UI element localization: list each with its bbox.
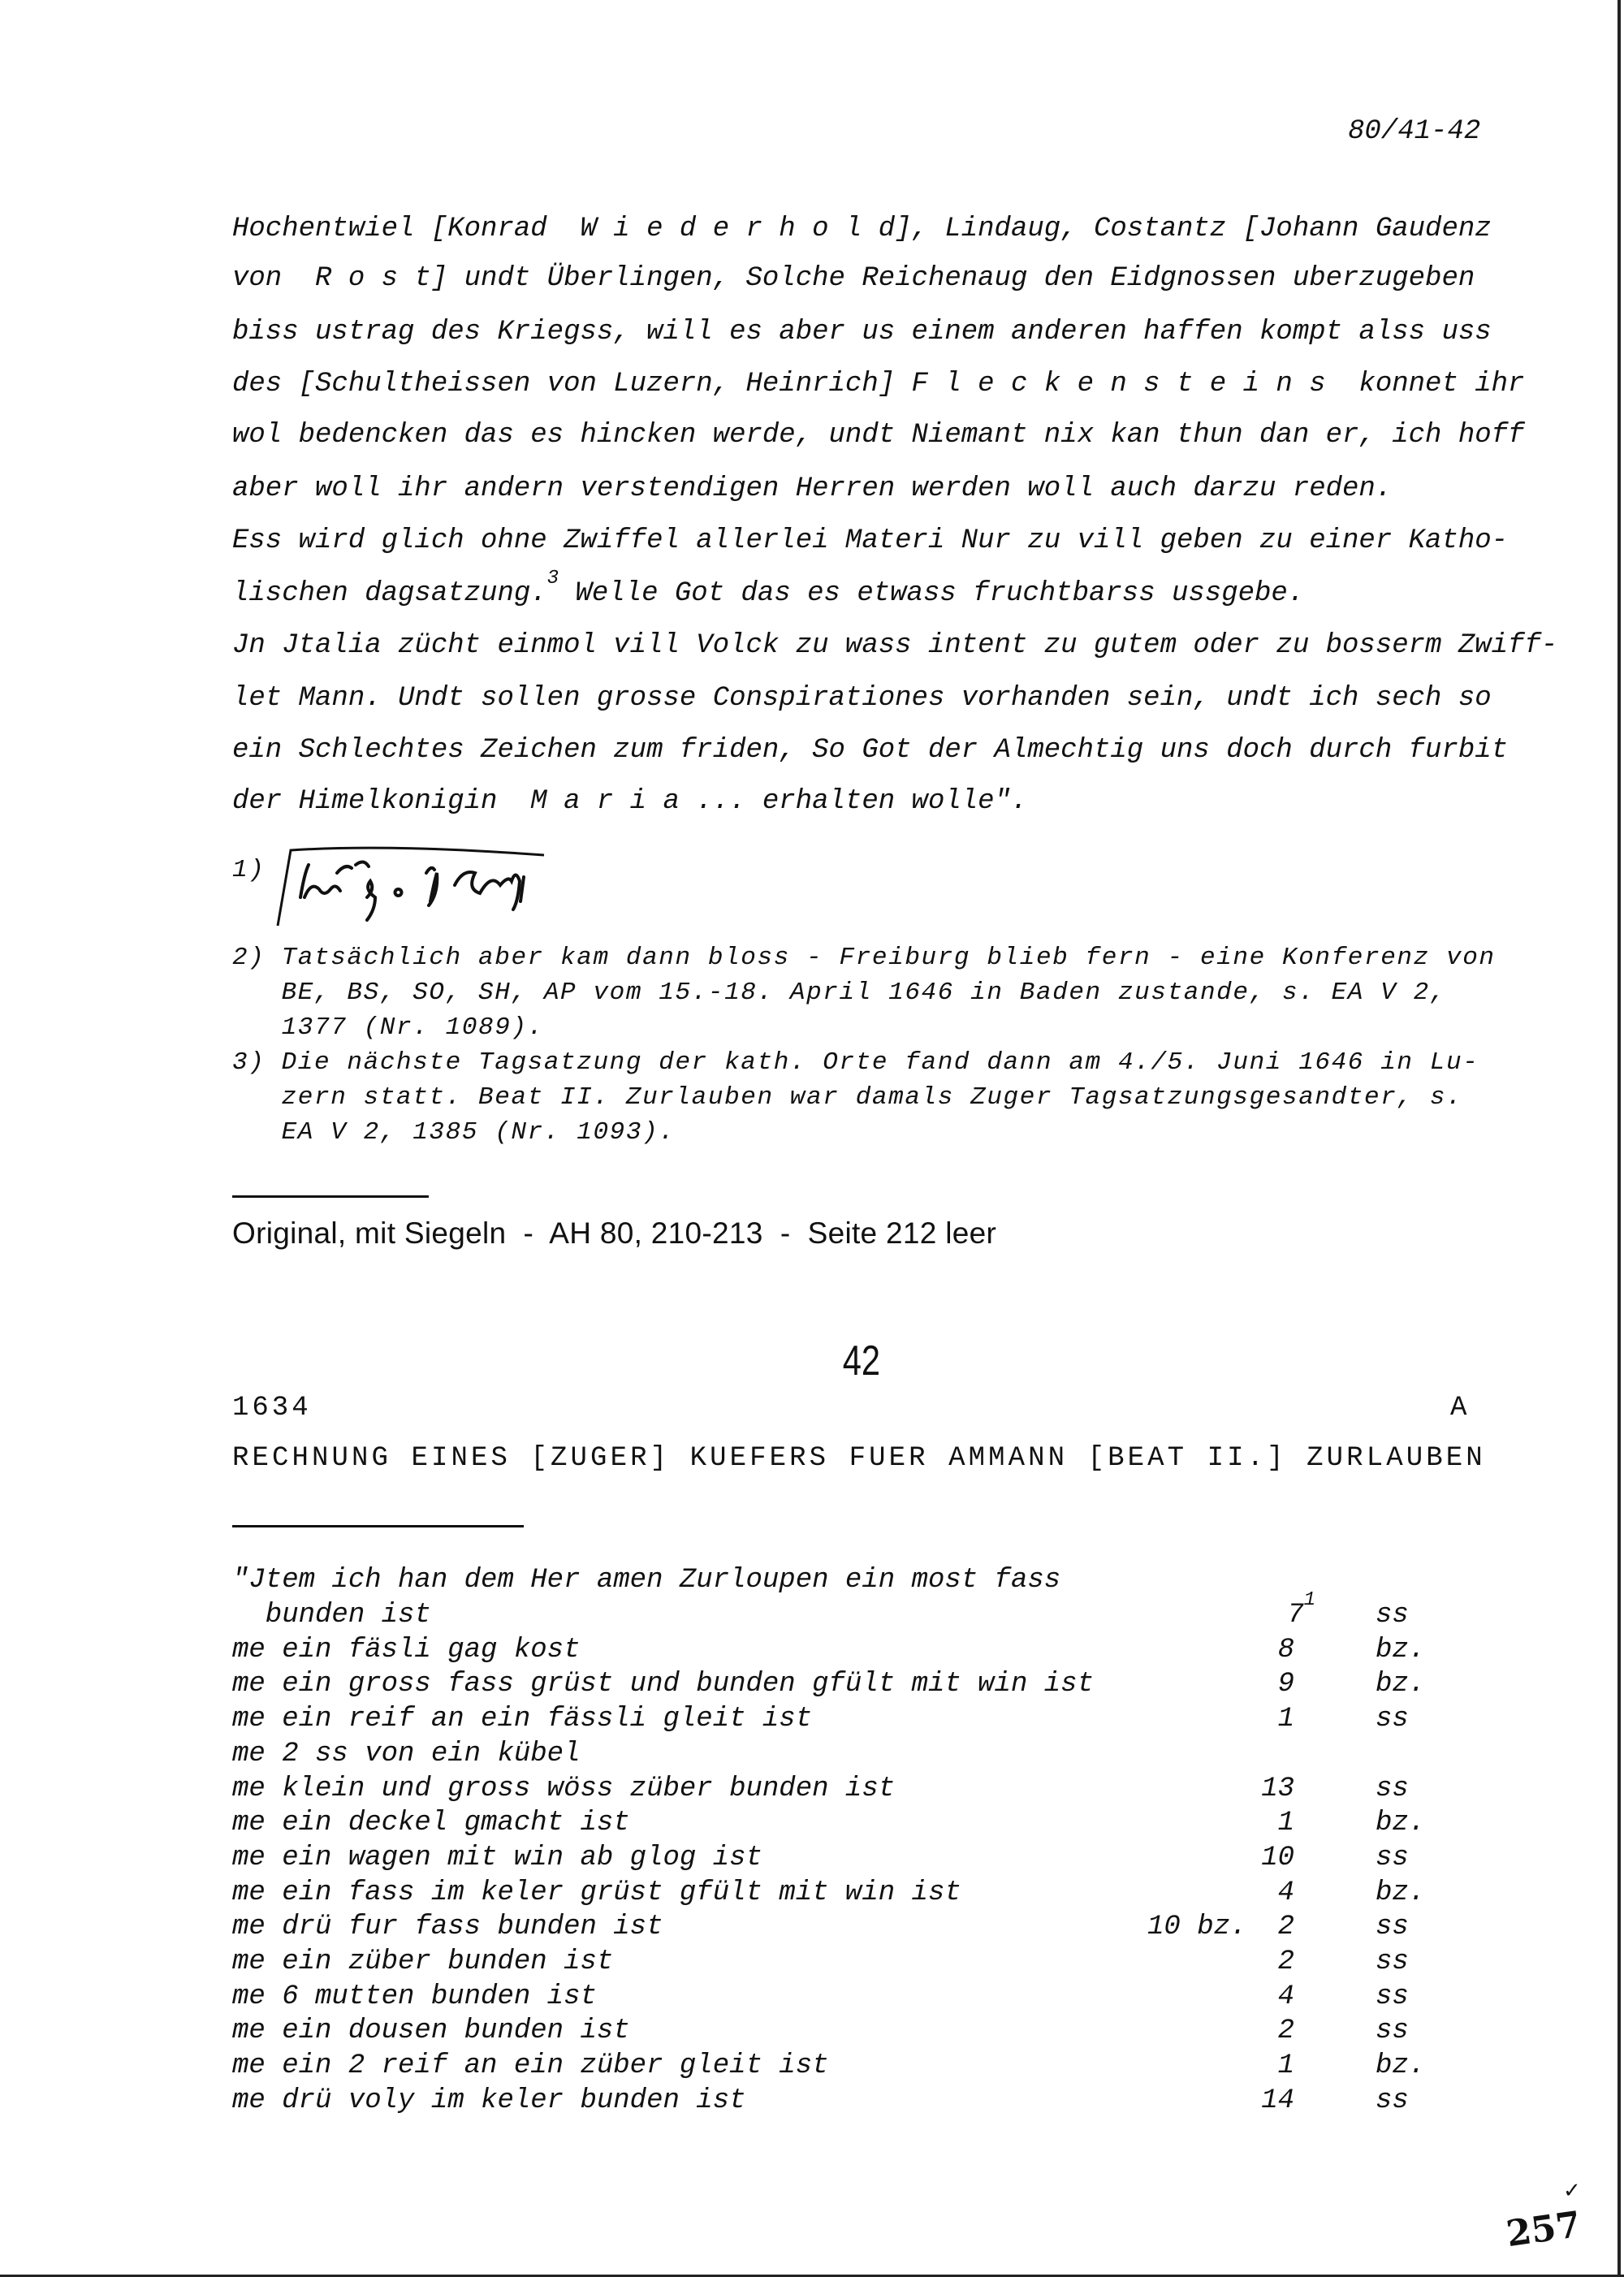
letter-line: von R o s t] undt Überlingen, Solche Reichenaug den Eidgnossen uberzugeben	[232, 263, 1475, 294]
check-mark-icon: ✓	[1563, 2179, 1581, 2203]
row-amount: 2	[1277, 1912, 1294, 1943]
row-amount	[1197, 1589, 1315, 1631]
page-reference: 80/41-42	[1348, 116, 1481, 147]
row-unit: ss	[1376, 2085, 1409, 2116]
footnote-line: 1377 (Nr. 1089).	[232, 1013, 544, 1042]
row-amount: 2	[1277, 1946, 1294, 1977]
document-number: 42	[842, 1337, 881, 1385]
row-description: me ein reif an ein fässli gleit ist	[232, 1704, 813, 1735]
row-amount: 1	[1277, 2050, 1294, 2082]
row-description: me ein deckel gmacht ist	[232, 1808, 630, 1839]
row-unit: ss	[1376, 1912, 1409, 1943]
letter-line: der Himelkonigin M a r i a ... erhalten wolle".	[232, 786, 1028, 817]
row-unit: ss	[1376, 1773, 1409, 1804]
row-amount: 8	[1277, 1634, 1294, 1666]
row-description: me ein fäsli gag kost	[232, 1634, 581, 1666]
folio-stamp: 257	[1503, 2203, 1583, 2256]
row-unit: ss	[1376, 1981, 1409, 2012]
handwritten-signature	[268, 840, 568, 930]
footnote-line: 2) Tatsächlich aber kam dann bloss - Freiburg blieb fern - eine Konferenz von	[232, 944, 1496, 972]
letter-line: biss ustrag des Kriegss, will es aber us einem anderen haffen kompt alss uss	[232, 317, 1492, 348]
row-description: me ein züber bunden ist	[232, 1946, 614, 1977]
letter-line: des [Schultheissen von Luzern, Heinrich] F l e c k e n s t e i n s konnet ihr	[232, 369, 1525, 400]
amount-value: 7	[1287, 1600, 1304, 1631]
row-amount: 10	[1261, 1842, 1294, 1873]
row-description: me ein fass im keler grüst gfült mit win ist	[232, 1877, 961, 1908]
row-description: me drü fur fass bunden ist	[232, 1912, 663, 1943]
row-amount: 1	[1277, 1704, 1294, 1735]
letter-line-part: Welle Got das es etwass fruchtbarss ussgebe.	[559, 578, 1305, 609]
row-unit: ss	[1376, 1946, 1409, 1977]
scan-edge	[1618, 0, 1621, 2277]
row-amount: 2	[1277, 2016, 1294, 2047]
row-unit: bz.	[1376, 1808, 1426, 1839]
row-amount: 1	[1277, 1808, 1294, 1839]
footnote-line: 3) Die nächste Tagsatzung der kath. Orte fand dann am 4./5. Juni 1646 in Lu-	[232, 1048, 1479, 1077]
row-description: me ein dousen bunden ist	[232, 2016, 630, 2047]
row-description: bunden ist	[232, 1600, 431, 1631]
row-description: me ein gross fass grüst und bunden gfült mit win ist	[232, 1669, 1094, 1700]
footnote-line: EA V 2, 1385 (Nr. 1093).	[232, 1118, 676, 1147]
divider-rule	[232, 1195, 429, 1198]
footnote-1-label: 1)	[232, 856, 266, 884]
row-unit: ss	[1376, 1704, 1409, 1735]
row-description: me 2 ss von ein kübel	[232, 1738, 581, 1769]
divider-rule	[232, 1525, 524, 1527]
letter-line: wol bedencken das es hincken werde, undt Niemant nix kan thun dan er, ich hoff	[232, 420, 1525, 451]
row-amount: 13	[1261, 1773, 1294, 1804]
row-amount: 4	[1277, 1981, 1294, 2012]
row-amount: 4	[1277, 1877, 1294, 1908]
letter-line-part: lischen dagsatzung.	[232, 578, 547, 609]
letter-line: let Mann. Undt sollen grosse Conspirationes vorhanden sein, undt ich sech so	[232, 683, 1492, 714]
row-unit: bz.	[1376, 1634, 1426, 1666]
row-unit: bz.	[1376, 1877, 1426, 1908]
row-extra-amount: 10 bz.	[1147, 1912, 1247, 1943]
row-unit: ss	[1376, 2016, 1409, 2047]
document-year: 1634	[232, 1393, 312, 1424]
row-description: me klein und gross wöss züber bunden ist	[232, 1773, 896, 1804]
letter-line: aber woll ihr andern verstendigen Herren werden woll auch darzu reden.	[232, 473, 1393, 504]
row-description: me 6 mutten bunden ist	[232, 1981, 597, 2012]
letter-line	[232, 568, 1305, 610]
row-unit: ss	[1376, 1600, 1409, 1631]
row-description: me ein 2 reif an ein züber gleit ist	[232, 2050, 829, 2082]
row-unit: bz.	[1376, 1669, 1426, 1700]
row-unit: ss	[1376, 1842, 1409, 1873]
document-title: RECHNUNG EINES [ZUGER] KUEFERS FUER AMMANN [BEAT II.] ZURLAUBEN	[232, 1443, 1486, 1474]
document-category: A	[1450, 1393, 1467, 1424]
row-description: me drü voly im keler bunden ist	[232, 2085, 746, 2116]
footnote-ref: 1	[1303, 1589, 1315, 1611]
row-amount: 14	[1261, 2085, 1294, 2116]
footnote-line: BE, BS, SO, SH, AP vom 15.-18. April 1646 in Baden zustande, s. EA V 2,	[232, 979, 1447, 1007]
letter-line: ein Schlechtes Zeichen zum friden, So Got der Almechtig uns doch durch furbit	[232, 735, 1509, 766]
source-note: Original, mit Siegeln - AH 80, 210-213 - Seite 212 leer	[232, 1216, 997, 1250]
row-amount: 9	[1277, 1669, 1294, 1700]
account-intro: "Jtem ich han dem Her amen Zurloupen ein most fass	[232, 1565, 1061, 1596]
row-unit: bz.	[1376, 2050, 1426, 2082]
letter-line: Hochentwiel [Konrad W i e d e r h o l d], Lindaug, Costantz [Johann Gaudenz	[232, 214, 1492, 244]
footnote-ref: 3	[546, 568, 559, 590]
footnote-line: zern statt. Beat II. Zurlauben war damals Zuger Tagsatzungsgesandter, s.	[232, 1083, 1463, 1112]
letter-line: Jn Jtalia zücht einmol vill Volck zu wass intent zu gutem oder zu bosserm Zwiff-	[232, 630, 1558, 661]
letter-line: Ess wird glich ohne Zwiffel allerlei Materi Nur zu vill geben zu einer Katho-	[232, 525, 1509, 556]
row-description: me ein wagen mit win ab glog ist	[232, 1842, 762, 1873]
